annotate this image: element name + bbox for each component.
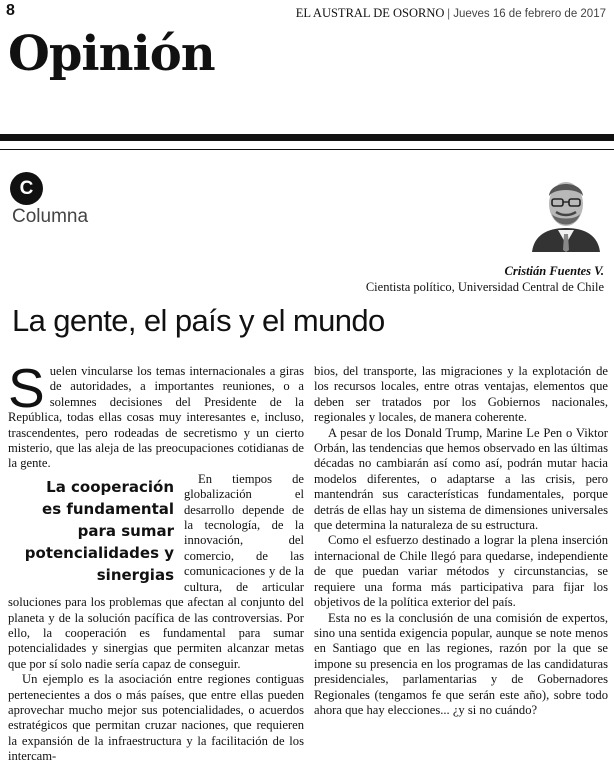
newspaper-name: EL AUSTRAL DE OSORNO	[295, 6, 445, 20]
section-rule-thick	[0, 134, 614, 141]
column-label: Columna	[12, 206, 89, 227]
article-column-2	[314, 364, 608, 718]
masthead	[296, 6, 606, 21]
column-badge-icon: C	[10, 172, 43, 205]
paragraph-7: Esta no es la conclusión de una comisión de expertos, sino una sentida exigencia popular, aunque se note menos en Santiago que en las regiones, razón por la que se impone su presencia en los programas de las candidaturas presidenciales, parlamentarias y de Gobernadores Regionales (tengamos fe que serán este año), sobre todo ahora que hay elecciones... ¿y si no cuándo?	[314, 610, 608, 717]
author-photo	[528, 170, 604, 252]
masthead-separator: |	[447, 6, 451, 20]
paragraph-1	[8, 357, 304, 472]
article-column-1	[8, 357, 304, 765]
paragraph-1-text: uelen vincularse los temas internacionales a giras de autoridades, a importantes reuniones, o a solemnes decisiones del Presidente de la República, todas ellas cosas muy interesantes e, incluso, trascendentes, pero rodeadas de secretismo y un cierto misterio, que las aleja de las preocupaciones cotidianas de la gente.	[8, 364, 304, 471]
paragraph-3: Un ejemplo es la asociación entre regiones contiguas pertenecientes a dos o más países, que entre ellas pueden aprovechar mucho mejor sus potencialidades, o acuerdos estratégicos que permitan cruzar naciones, que requieren la expansión de la infraestructura y la facilitación de los intercam-	[8, 672, 304, 764]
author-name: Cristián Fuentes V.	[504, 264, 604, 278]
author-role: Cientista político, Universidad Central de Chile	[365, 280, 604, 294]
section-rule-thin	[0, 149, 614, 150]
paragraph-4: bios, del transporte, las migraciones y la explotación de los recursos locales, entre otras ventajas, elementos que deben ser tratados por los Gobiernos nacionales, regionales y locales, de manera coherente.	[314, 364, 608, 425]
pull-quote: La cooperación es fundamental para sumar potencialidades y sinergias	[24, 477, 174, 584]
article-headline: La gente, el país y el mundo	[12, 303, 385, 338]
page-number: 8	[6, 2, 15, 19]
paragraph-5: A pesar de los Donald Trump, Marine Le Pen o Viktor Orbán, las tendencias que hemos observado en las últimas décadas no cambiarán así como así, podrán mutar hacia modelos diferentes, o adaptarse a las crisis, pero mantendrán sus características fundamentales, porque detrás de ellas hay un sistema de dimensiones universales que determina la naturaleza de su estructura.	[314, 425, 608, 533]
paragraph-2: En tiempos de globalización el desarrollo depende de la tecnología, de la innovación, del comercio, de las comunicaciones y de la cultura, de articular soluciones para los problemas que afectan al conjunto del planeta y de la solución pacífica de las controversias. Por ello, la cooperación es fundamental para sumar potencialidades y sinergias que permiten alcanzar metas que por sí solo nadie sería capaz de conseguir.	[8, 471, 304, 671]
section-title: Opinión	[8, 26, 215, 82]
paragraph-6: Como el esfuerzo destinado a lograr la plena inserción internacional de Chile llegó para quedarse, independiente de que puedan variar métodos y circunstancias, se requiere una forma más participativa para fijar los objetivos de la política exterior del país.	[314, 533, 608, 610]
drop-cap: S	[8, 357, 45, 419]
publication-date: Jueves 16 de febrero de 2017	[453, 8, 606, 20]
